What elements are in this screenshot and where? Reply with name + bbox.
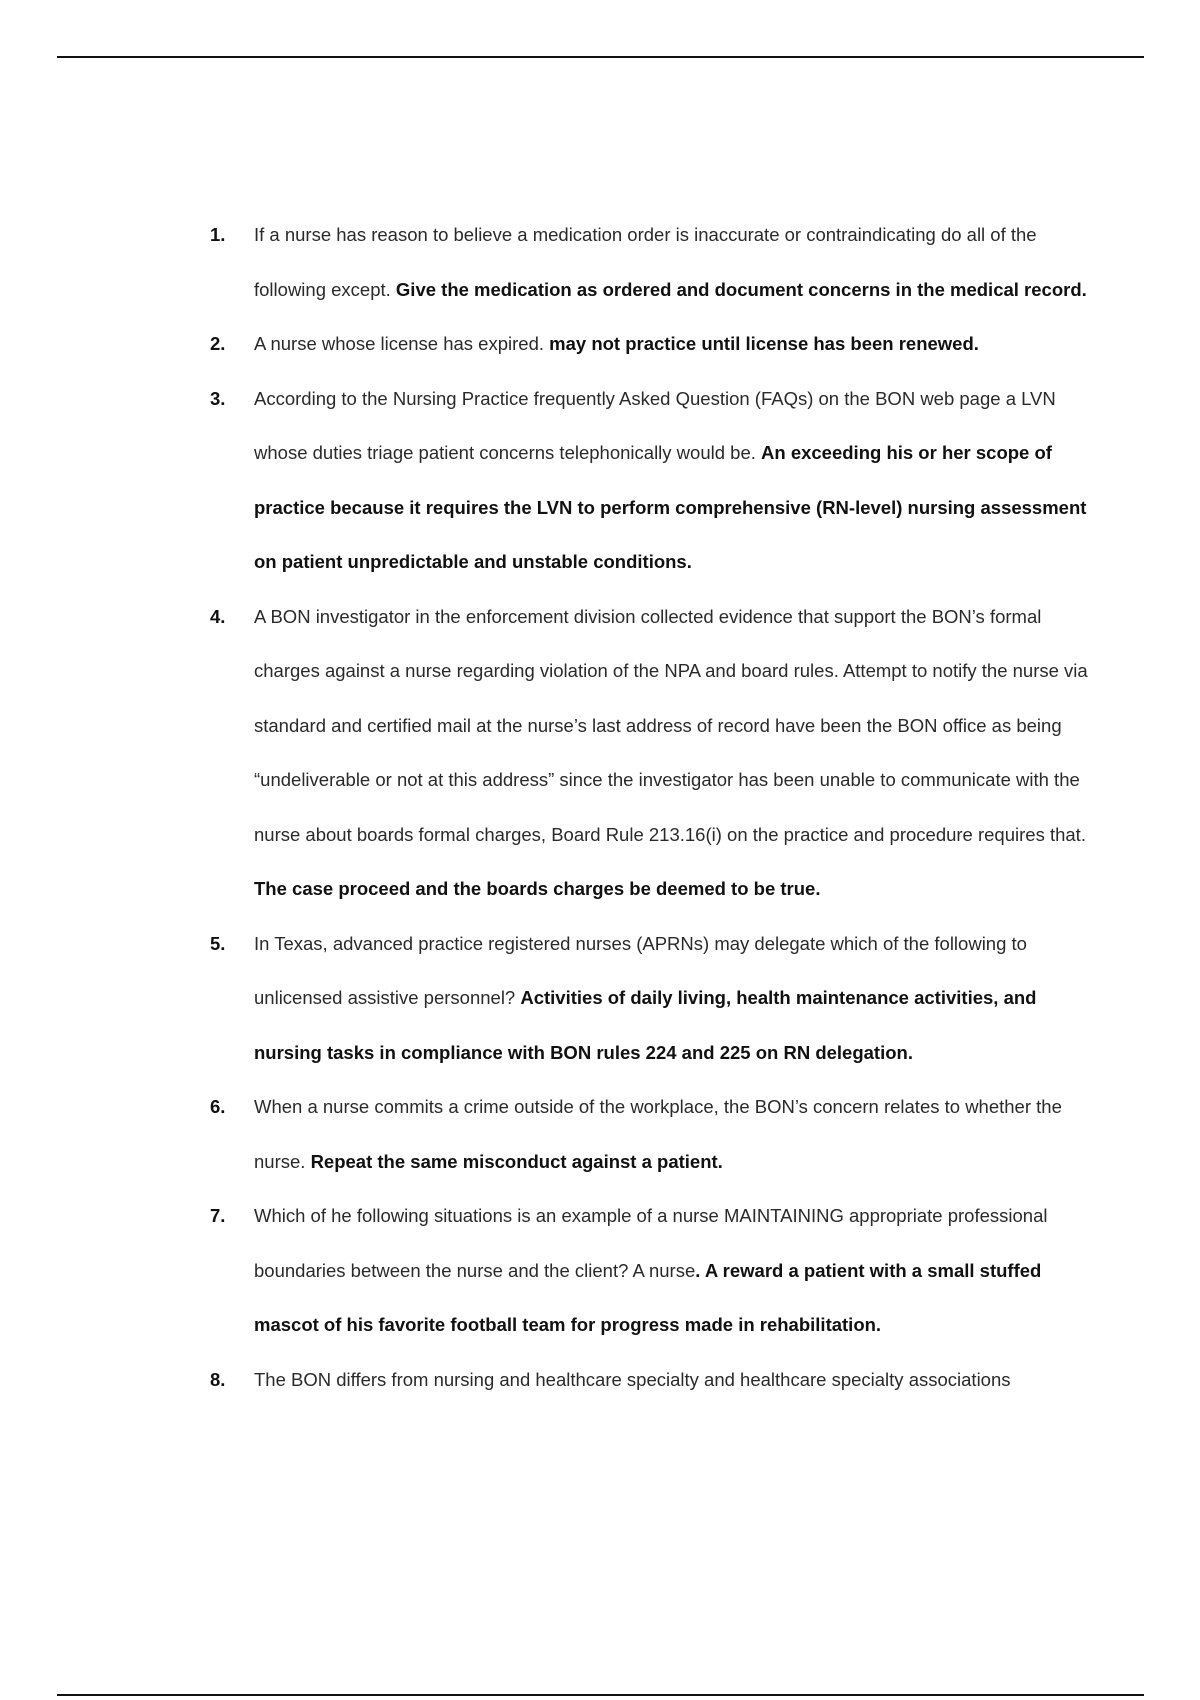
question-list (210, 208, 1090, 1407)
question-item-2 (210, 317, 1090, 372)
question-number: 5. (210, 932, 226, 954)
answer-text: Activities of daily living, health maintenance activities, and nursing tasks in compliance with BON rules 224 and 225 on RN delegation. (254, 987, 1037, 1063)
question-item-5 (210, 917, 1090, 1081)
question-text: If a nurse has reason to believe a medication order is inaccurate or contraindicating do all of the following except. (254, 224, 1037, 300)
question-item-3 (210, 372, 1090, 590)
question-number: 8. (210, 1368, 226, 1390)
question-text: In Texas, advanced practice registered nurses (APRNs) may delegate which of the following to unlicensed assistive personnel? (254, 932, 1027, 1008)
question-text: Which of he following situations is an example of a nurse MAINTAINING appropriate professional boundaries between the nurse and the client? A nurse (254, 1205, 1048, 1281)
answer-text: The case proceed and the boards charges be deemed to be true. (254, 878, 821, 899)
footer-rule (57, 1694, 1144, 1696)
header-rule (57, 56, 1144, 58)
answer-text: . A reward a patient with a small stuffed mascot of his favorite football team for progress made in rehabilitation. (254, 1259, 1042, 1335)
question-item-4 (210, 590, 1090, 917)
question-number: 2. (210, 333, 226, 354)
question-text: A BON investigator in the enforcement division collected evidence that support the BON’s formal charges against a nurse regarding violation of the NPA and board rules. Attempt to notify the nurse via standard and certified mail at the nurse’s last address of record have been the BON office as being “undeliverable or not at this address” since the investigator has been unable to communicate with the nurse about boards formal charges, Board Rule 213.16(i) on the practice and procedure requires that. (254, 605, 1088, 845)
question-number: 4. (210, 605, 226, 627)
question-item-7 (210, 1189, 1090, 1353)
question-text: When a nurse commits a crime outside of the workplace, the BON’s concern relates to whether the nurse. (254, 1096, 1062, 1172)
question-item-8 (210, 1353, 1090, 1408)
question-number: 3. (210, 387, 226, 409)
answer-text: Give the medication as ordered and document concerns in the medical record. (395, 278, 1087, 300)
question-item-1 (210, 208, 1090, 317)
question-text: A nurse whose license has expired. (254, 333, 545, 354)
answer-text: Repeat the same misconduct against a patient. (310, 1150, 723, 1172)
question-number: 6. (210, 1096, 226, 1117)
question-number: 1. (210, 224, 226, 245)
answer-text: An exceeding his or her scope of practice because it requires the LVN to perform comprehensive (RN-level) nursing assessment on patient unpredictable and unstable conditions. (254, 442, 1087, 572)
question-text: According to the Nursing Practice frequently Asked Question (FAQs) on the BON web page a LVN whose duties triage patient concerns telephonically would be. (254, 387, 1056, 463)
question-text: The BON differs from nursing and healthcare specialty and healthcare specialty associations (254, 1368, 1011, 1390)
question-number: 7. (210, 1205, 226, 1226)
question-item-6 (210, 1080, 1090, 1189)
answer-text: may not practice until license has been renewed. (549, 333, 979, 354)
